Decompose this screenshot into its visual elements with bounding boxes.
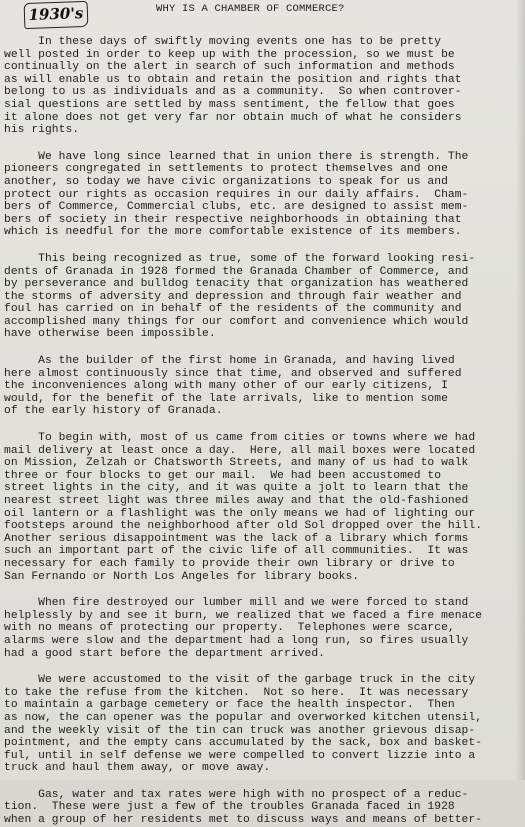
- text-line: oil lantern or a flashlight was the only means we had of lighting our: [4, 507, 476, 520]
- text-line: such an important part of the civic life of all communities. It was: [4, 545, 469, 558]
- text-line: truck and haul them away, or move away.: [4, 762, 271, 775]
- text-line: bers of Commerce, Commercial clubs, etc. are designed to assist mem-: [4, 201, 469, 214]
- text-line: as will enable us to obtain and retain the position and rights that: [4, 73, 462, 86]
- text-line: his rights.: [4, 124, 80, 137]
- text-line: it alone does not get very far nor obtain much of what he considers: [4, 111, 462, 124]
- text-line: To begin with, most of us came from cities or towns where we had: [4, 432, 476, 445]
- paragraph-gap: [4, 418, 524, 432]
- text-line: and the weekly visit of the tin can truck was another grievous disap-: [4, 724, 476, 737]
- text-line: would, for the benefit of the late arrivals, like to mention some: [4, 392, 448, 405]
- text-line: dents of Granada in 1928 formed the Granada Chamber of Commerce, and: [4, 265, 469, 278]
- text-line: helplessly by and see it burn, we realized that we faced a fire menace: [4, 609, 483, 622]
- text-line: street lights in the city, and it was quite a jolt to learn that the: [4, 482, 469, 495]
- text-line: As the builder of the first home in Granada, and having lived: [4, 355, 455, 368]
- text-line: continually on the alert in search of such information and methods: [4, 61, 455, 74]
- text-line: Another serious disappointment was the lack of a library which forms: [4, 532, 469, 545]
- text-line: This being recognized as true, some of the forward looking resi-: [4, 252, 476, 265]
- text-line: protect our rights as occasion requires in our daily affairs. Cham-: [4, 188, 469, 201]
- text-line: sial questions are settled by mass sentiment, the fellow that goes: [4, 98, 455, 111]
- text-line: necessary for each family to provide their own library or drive to: [4, 557, 455, 570]
- text-line: have otherwise been impossible.: [4, 328, 216, 341]
- handwritten-date-note: 1930's: [24, 1, 89, 29]
- text-line: the inconveniences along with many other of our early citizens, I: [4, 380, 448, 393]
- text-line: another, so today we have civic organizations to speak for us and: [4, 175, 448, 188]
- text-line: when a group of her residents met to discuss ways and means of better-: [4, 814, 483, 827]
- text-line: well posted in order to keep up with the procession, so we must be: [4, 48, 455, 61]
- paragraph: [4, 355, 524, 418]
- text-line: with no means of protecting our property. Telephones were scarce,: [4, 622, 455, 635]
- text-line: tion. These were just a few of the troubles Granada faced in 1928: [4, 801, 455, 814]
- text-line: ful, until in self defense we were compelled to convert lizzie into a: [4, 749, 476, 762]
- text-line: to take the refuse from the kitchen. Not so here. It was necessary: [4, 686, 469, 699]
- text-line: belong to us as individuals and as a community. So when controver-: [4, 86, 462, 99]
- text-line: mail delivery at least once a day. Here, all mail boxes were located: [4, 444, 476, 457]
- text-line: to maintain a garbage cemetery or face the health inspector. Then: [4, 699, 455, 712]
- text-line: footsteps around the neighborhood after old Sol dropped over the hill.: [4, 520, 483, 533]
- text-line: nearest street light was three miles away and that the old-fashioned: [4, 495, 469, 507]
- paragraph-gap: [4, 239, 524, 253]
- text-line: foul has carried on in behalf of the residents of the community and: [4, 303, 462, 316]
- text-line: pioneers congregated in settlements to protect themselves and one: [4, 163, 448, 176]
- paragraph-gap: [4, 137, 524, 151]
- text-line: by perseverance and bulldog tenacity that organization has weathered: [4, 278, 469, 291]
- text-line: as now, the can opener was the popular and overworked kitchen utensil,: [4, 711, 483, 724]
- document-body: [4, 36, 524, 827]
- text-line: had a good start before the department arrived.: [4, 647, 325, 660]
- text-line: San Fernando or North Los Angeles for library books.: [4, 570, 360, 583]
- text-line: Gas, water and tax rates were high with no prospect of a reduc-: [4, 788, 469, 801]
- text-line: here almost continuously since that time, and observed and suffered: [4, 367, 462, 380]
- text-line: In these days of swiftly moving events one has to be pretty: [4, 36, 442, 48]
- paragraph: [4, 253, 524, 341]
- paragraph: [4, 789, 524, 827]
- paragraph: [4, 36, 524, 137]
- document-title: WHY IS A CHAMBER OF COMMERCE?: [156, 3, 345, 15]
- paragraph-gap: [4, 660, 524, 674]
- text-line: the storms of adversity and depression and through fair weather and: [4, 290, 462, 303]
- paragraph: [4, 432, 524, 583]
- text-line: When fire destroyed our lumber mill and we were forced to stand: [4, 597, 469, 610]
- text-line: accomplished many things for our comfort and convenience which would: [4, 315, 469, 328]
- text-line: We were accustomed to the visit of the garbage truck in the city: [4, 674, 476, 687]
- text-line: bers of society in their respective neighborhoods in obtaining that: [4, 213, 462, 226]
- text-line: of the early history of Granada.: [4, 405, 223, 418]
- paragraph: [4, 151, 524, 239]
- text-line: alarms were slow and the department had a long run, so fires usually: [4, 634, 469, 647]
- paragraph-gap: [4, 775, 524, 789]
- text-line: which is needful for the more comfortable existence of its members.: [4, 226, 462, 239]
- text-line: three or four blocks to get our mail. We had been accustomed to: [4, 469, 442, 482]
- paragraph-gap: [4, 583, 524, 597]
- paragraph: [4, 674, 524, 775]
- text-line: pointment, and the empty cans accumulated by the sack, box and basket-: [4, 737, 483, 750]
- paragraph: [4, 597, 524, 660]
- text-line: on Mission, Zelzah or Chatsworth Streets, and many of us had to walk: [4, 457, 469, 470]
- paragraph-gap: [4, 341, 524, 355]
- text-line: We have long since learned that in union there is strength. The: [4, 150, 469, 163]
